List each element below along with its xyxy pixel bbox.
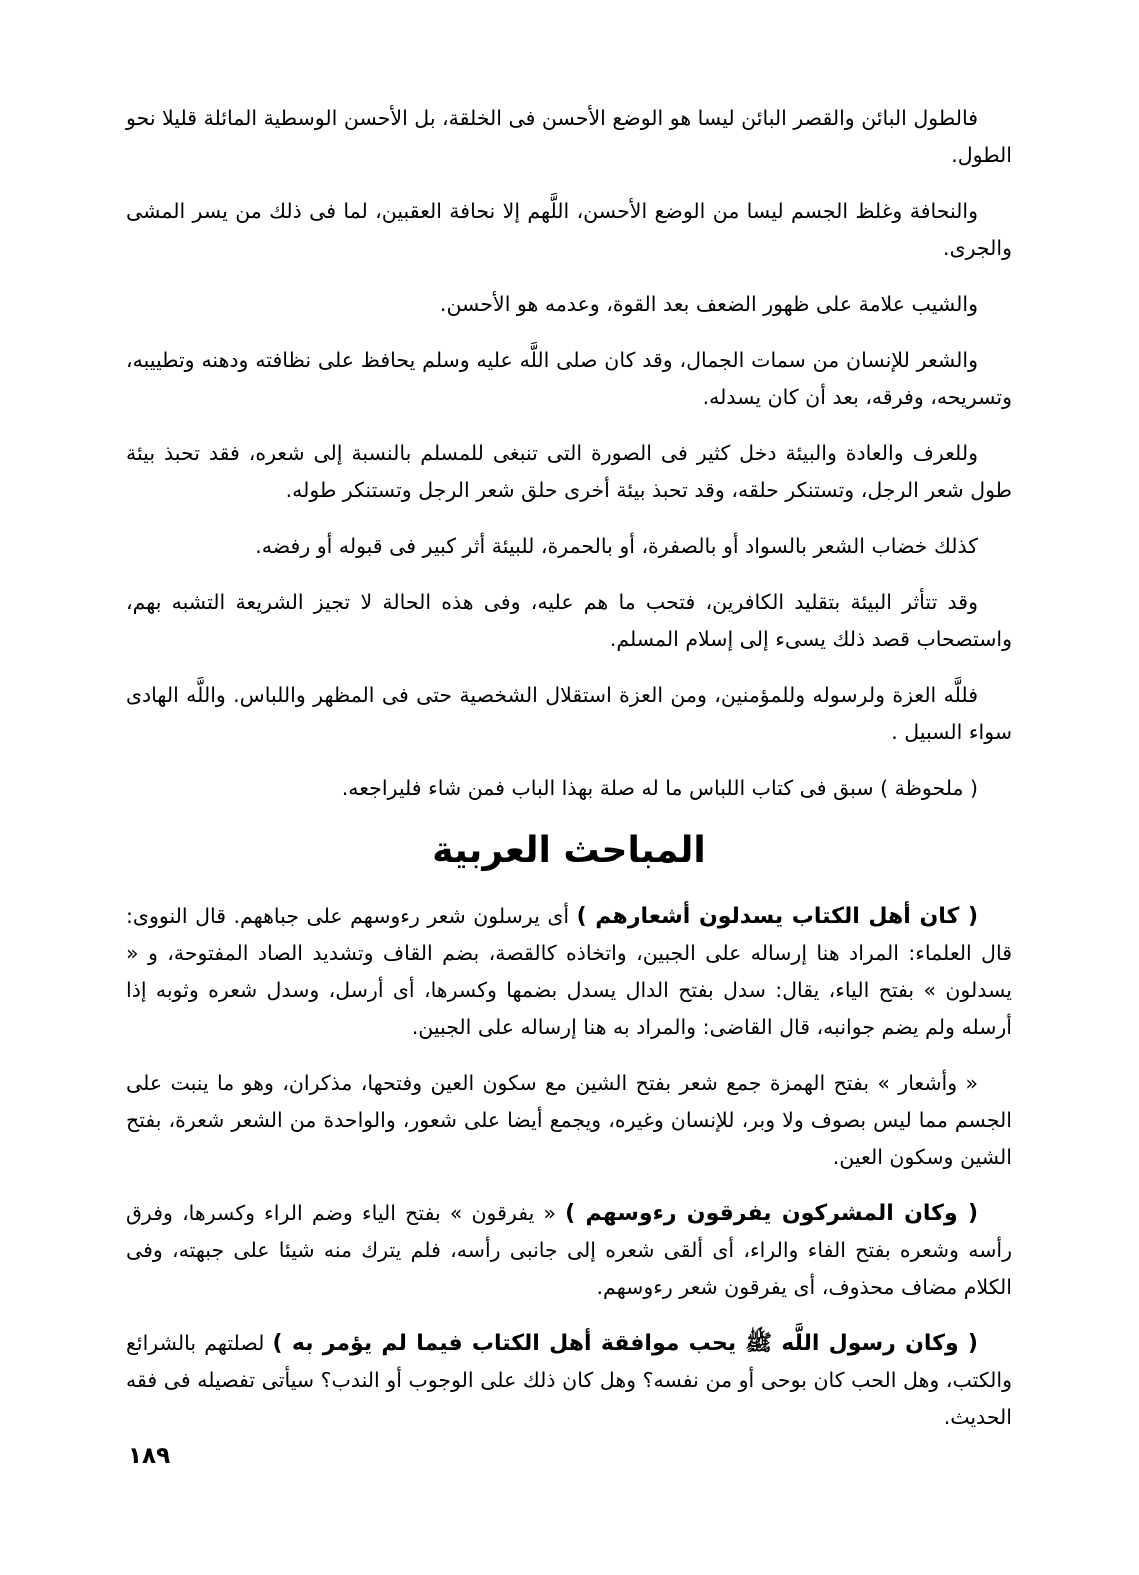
paragraph-hair-beauty: والشعر للإنسان من سمات الجمال، وقد كان صلى اللَّه عليه وسلم يحافظ على نظافته ودهنه وتطييبه، وتسريحه، وفرقه، بعد أن كان يسدله. [126,348,1012,409]
paragraph-thinness: والنحافة وغلظ الجسم ليسا من الوضع الأحسن، اللَّهم إلا نحافة العقبين، لما فى ذلك من يسر المشى والجرى. [126,199,1012,260]
note-sadl [126,898,1012,1046]
paragraph-imitation: وقد تتأثر البيئة بتقليد الكافرين، فتحب ما هم عليه، وفى هذه الحالة لا تجيز الشريعة التشبه بهم، واستصحاب قصد ذلك يسىء إلى إسلام المسلم. [126,590,1012,651]
paragraph-custom-environment: وللعرف والعادة والبيئة دخل كثير فى الصورة التى تنبغى للمسلم بالنسبة إلى شعره، فقد تحبذ بيئة طول شعر الرجل، وتستنكر حلقه، وقد تحبذ بيئة أخرى حلق شعر الرجل وتستنكر طوله. [126,441,1012,502]
page-number: ١٨٩ [128,1443,171,1469]
note-farq-text: « يفرقون » بفتح الياء وضم الراء وكسرها، وفرق رأسه وشعره بفتح الفاء والراء، أى ألقى شعره إلى جانبى رأسه، فلم يترك منه شيئا على جبهته، وفى الكلام مضاف محذوف، أى يفرقون شعر رءوسهم. [126,1201,1012,1299]
paragraph-hair-dye: كذلك خضاب الشعر بالسواد أو بالصفرة، أو بالحمرة، للبيئة أثر كبير فى قبوله أو رفضه. [255,534,978,558]
note-ashaar-text: « وأشعار » بفتح الهمزة جمع شعر بفتح الشين مع سكون العين وفتحها، مذكران، وهو ما ينبت على الجسم مما ليس بصوف ولا وبر، للإنسان وغيره، ويجمع أيضا على شعور، والواحدة من الشعر شعرة، بفتح الشين وسكون العين. [126,1071,1012,1169]
note-farq-term: ( وكان المشركون يفرقون رءوسهم ) [565,1201,978,1226]
note-ashaar [126,1065,1012,1176]
section-title: المباحث العربية [432,830,706,871]
note-muwafaqa-text: لصلتهم بالشرائع والكتب، وهل الحب كان بوحى أو من نفسه؟ وهل كان ذلك على الوجوب أو الندب؟ سيأتى تفصيله فى فقه الحديث. [126,1331,1012,1429]
page-content [126,100,1012,1455]
note-farq [126,1195,1012,1306]
note-muwafaqa-term: ( وكان رسول اللَّه ﷺ يحب موافقة أهل الكتاب فيما لم يؤمر به ) [272,1331,978,1356]
paragraph-gray-hair: والشيب علامة على ظهور الضعف بعد القوة، وعدمه هو الأحسن. [439,292,978,316]
note-muwafaqa [126,1325,1012,1436]
paragraph-dignity: فللَّه العزة ولرسوله وللمؤمنين، ومن العزة استقلال الشخصية حتى فى المظهر واللباس. واللَّه الهادى سواء السبيل . [126,683,1012,744]
note-sadl-text: أى يرسلون شعر رءوسهم على جباههم. قال النووى: قال العلماء: المراد هنا إرساله على الجبين، واتخاذه كالقصة، بضم القاف وتشديد الصاد المفتوحة، و « يسدلون » بفتح الياء، يقال: سدل بفتح الدال يسدل بضمها وكسرها، أى أرسل، وسدل شعره وثوبه إذا أرسله ولم يضم جوانبه، قال القاضى: والمراد به هنا إرساله على الجبين. [126,904,1012,1039]
paragraph-height: فالطول البائن والقصر البائن ليسا هو الوضع الأحسن فى الخلقة، بل الأحسن الوسطية المائلة قليلا نحو الطول. [126,106,1012,167]
note-sadl-term: ( كان أهل الكتاب يسدلون أشعارهم ) [576,904,978,929]
paragraph-remark: ( ملحوظة ) سبق فى كتاب اللباس ما له صلة بهذا الباب فمن شاء فليراجعه. [341,776,978,800]
